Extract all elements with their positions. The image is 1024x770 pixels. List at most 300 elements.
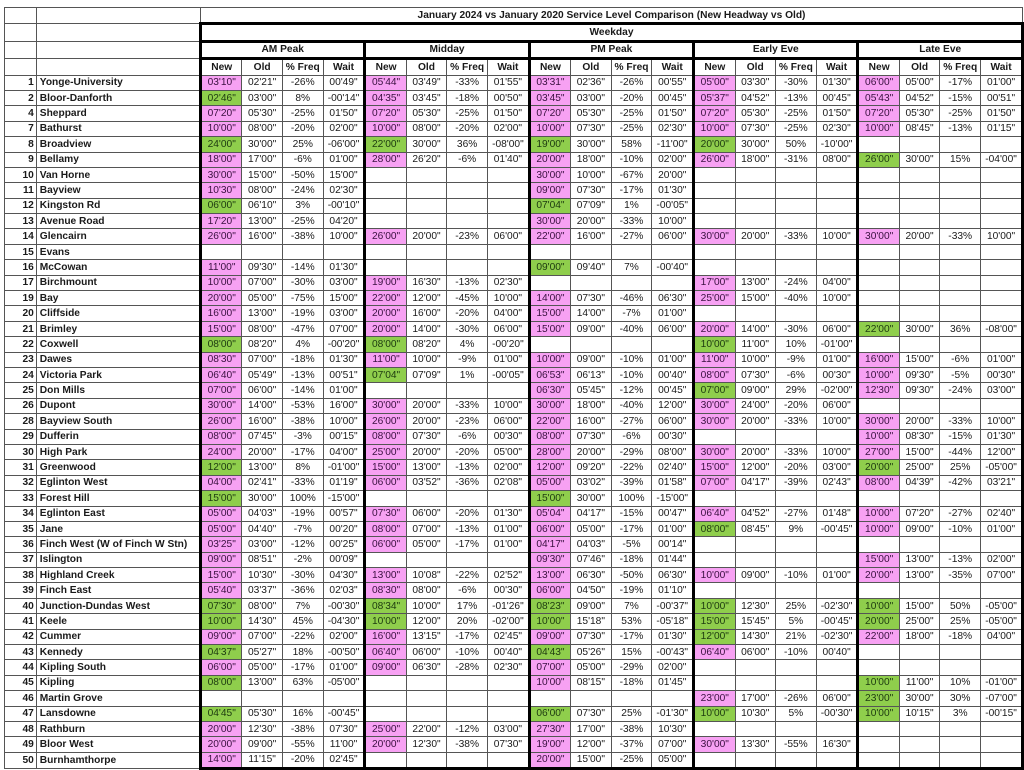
freq-change-cell[interactable]: -25% xyxy=(611,106,652,121)
wait-change-cell[interactable]: -11'00" xyxy=(652,137,694,152)
wait-change-cell[interactable]: 10'00" xyxy=(816,444,858,459)
wait-change-cell[interactable] xyxy=(488,260,530,275)
freq-change-cell[interactable]: 58% xyxy=(611,137,652,152)
new-headway-cell[interactable] xyxy=(365,214,406,229)
old-headway-cell[interactable]: 09'00" xyxy=(899,521,939,536)
wait-change-cell[interactable]: 00'45" xyxy=(652,383,694,398)
new-headway-cell[interactable]: 10'00" xyxy=(694,337,735,352)
freq-change-cell[interactable]: -27% xyxy=(611,229,652,244)
wait-change-cell[interactable]: 15'00" xyxy=(323,291,365,306)
old-headway-cell[interactable]: 06'30" xyxy=(406,660,446,675)
freq-change-cell[interactable]: -20% xyxy=(775,398,816,413)
route-number[interactable]: 29 xyxy=(5,429,37,444)
freq-change-cell[interactable] xyxy=(775,198,816,213)
new-headway-cell[interactable]: 20'00" xyxy=(201,737,242,752)
freq-change-cell[interactable] xyxy=(611,244,652,259)
new-headway-cell[interactable]: 20'00" xyxy=(365,321,406,336)
old-headway-cell[interactable] xyxy=(899,167,939,182)
route-name[interactable]: Bellamy xyxy=(36,152,200,167)
new-headway-cell[interactable]: 10'00" xyxy=(694,706,735,721)
wait-change-cell[interactable]: 11'00" xyxy=(323,737,365,752)
route-number[interactable]: 42 xyxy=(5,629,37,644)
route-number[interactable]: 39 xyxy=(5,583,37,598)
route-name[interactable]: Brimley xyxy=(36,321,200,336)
old-headway-cell[interactable]: 03'30" xyxy=(735,75,775,90)
route-name[interactable]: Broadview xyxy=(36,137,200,152)
new-headway-cell[interactable] xyxy=(694,214,735,229)
freq-change-cell[interactable]: 8% xyxy=(282,90,323,105)
freq-change-cell[interactable] xyxy=(775,244,816,259)
new-headway-cell[interactable]: 30'00" xyxy=(365,398,406,413)
old-headway-cell[interactable] xyxy=(899,645,939,660)
old-headway-cell[interactable]: 16'00" xyxy=(242,229,282,244)
new-headway-cell[interactable]: 15'00" xyxy=(694,460,735,475)
old-headway-cell[interactable]: 04'39" xyxy=(899,475,939,490)
wait-change-cell[interactable]: 12'00" xyxy=(652,398,694,413)
wait-change-cell[interactable] xyxy=(816,183,858,198)
new-headway-cell[interactable]: 22'00" xyxy=(365,137,406,152)
freq-change-cell[interactable]: -26% xyxy=(282,75,323,90)
wait-change-cell[interactable]: 02'30" xyxy=(488,660,530,675)
new-headway-cell[interactable]: 08'00" xyxy=(694,521,735,536)
route-number[interactable]: 19 xyxy=(5,291,37,306)
old-headway-cell[interactable]: 03'37" xyxy=(242,583,282,598)
route-name[interactable]: Don Mills xyxy=(36,383,200,398)
new-headway-cell[interactable]: 10'00" xyxy=(529,121,570,136)
new-headway-cell[interactable]: 08'30" xyxy=(365,583,406,598)
route-number[interactable]: 45 xyxy=(5,675,37,690)
wait-change-cell[interactable]: 01'50" xyxy=(981,106,1023,121)
old-headway-cell[interactable] xyxy=(571,337,611,352)
old-headway-cell[interactable]: 07'09" xyxy=(406,367,446,382)
old-headway-cell[interactable]: 12'00" xyxy=(406,614,446,629)
new-headway-cell[interactable]: 10'30" xyxy=(201,183,242,198)
old-headway-cell[interactable]: 05'30" xyxy=(242,706,282,721)
new-headway-cell[interactable]: 07'00" xyxy=(694,383,735,398)
freq-change-cell[interactable]: -45% xyxy=(447,291,488,306)
wait-change-cell[interactable] xyxy=(981,537,1023,552)
wait-change-cell[interactable] xyxy=(981,198,1023,213)
freq-change-cell[interactable]: -25% xyxy=(775,106,816,121)
new-headway-cell[interactable]: 09'00" xyxy=(529,183,570,198)
freq-change-cell[interactable]: -15% xyxy=(940,90,981,105)
route-number[interactable]: 36 xyxy=(5,537,37,552)
old-headway-cell[interactable]: 08'00" xyxy=(406,583,446,598)
route-name[interactable]: Eglinton East xyxy=(36,506,200,521)
freq-change-cell[interactable] xyxy=(775,537,816,552)
old-headway-cell[interactable]: 30'00" xyxy=(735,137,775,152)
old-headway-cell[interactable]: 17'00" xyxy=(735,691,775,706)
old-headway-cell[interactable]: 16'00" xyxy=(571,229,611,244)
wait-change-cell[interactable]: 10'00" xyxy=(652,214,694,229)
route-name[interactable]: Coxwell xyxy=(36,337,200,352)
freq-change-cell[interactable]: -5% xyxy=(611,537,652,552)
old-headway-cell[interactable]: 08'51" xyxy=(242,552,282,567)
old-headway-cell[interactable]: 14'30" xyxy=(242,614,282,629)
freq-change-cell[interactable]: 30% xyxy=(940,691,981,706)
freq-change-cell[interactable]: -33% xyxy=(940,414,981,429)
wait-change-cell[interactable]: 00'51" xyxy=(323,367,365,382)
old-headway-cell[interactable]: 11'15" xyxy=(242,752,282,768)
route-name[interactable]: Forest Hill xyxy=(36,491,200,506)
new-headway-cell[interactable] xyxy=(529,691,570,706)
route-name[interactable]: Bloor West xyxy=(36,737,200,752)
freq-change-cell[interactable]: 25% xyxy=(282,137,323,152)
route-number[interactable]: 30 xyxy=(5,444,37,459)
wait-change-cell[interactable] xyxy=(981,337,1023,352)
route-name[interactable]: Birchmount xyxy=(36,275,200,290)
new-headway-cell[interactable]: 10'00" xyxy=(201,275,242,290)
new-headway-cell[interactable] xyxy=(365,260,406,275)
wait-change-cell[interactable]: -01'00" xyxy=(981,675,1023,690)
freq-change-cell[interactable] xyxy=(775,214,816,229)
wait-change-cell[interactable]: -06'00" xyxy=(323,137,365,152)
old-headway-cell[interactable]: 30'00" xyxy=(899,152,939,167)
new-headway-cell[interactable]: 23'00" xyxy=(858,691,899,706)
new-headway-cell[interactable]: 07'20" xyxy=(365,106,406,121)
old-headway-cell[interactable]: 30'00" xyxy=(406,137,446,152)
old-headway-cell[interactable]: 14'00" xyxy=(735,321,775,336)
wait-change-cell[interactable] xyxy=(488,198,530,213)
freq-change-cell[interactable]: -33% xyxy=(447,398,488,413)
freq-change-cell[interactable]: 21% xyxy=(775,629,816,644)
freq-change-cell[interactable]: -30% xyxy=(282,568,323,583)
freq-change-cell[interactable]: -17% xyxy=(611,521,652,536)
wait-change-cell[interactable]: 02'43" xyxy=(816,475,858,490)
route-name[interactable]: Victoria Park xyxy=(36,367,200,382)
freq-change-cell[interactable]: -9% xyxy=(447,352,488,367)
old-headway-cell[interactable] xyxy=(735,214,775,229)
new-headway-cell[interactable]: 26'00" xyxy=(201,229,242,244)
new-headway-cell[interactable]: 13'00" xyxy=(529,568,570,583)
wait-change-cell[interactable]: 00'55" xyxy=(652,75,694,90)
freq-change-cell[interactable]: 100% xyxy=(611,491,652,506)
route-name[interactable]: Keele xyxy=(36,614,200,629)
old-headway-cell[interactable] xyxy=(406,244,446,259)
new-headway-cell[interactable]: 05'00" xyxy=(694,75,735,90)
freq-change-cell[interactable]: 7% xyxy=(611,598,652,613)
wait-change-cell[interactable]: -01'00" xyxy=(816,337,858,352)
freq-change-cell[interactable]: -39% xyxy=(775,475,816,490)
new-headway-cell[interactable]: 07'20" xyxy=(201,106,242,121)
new-headway-cell[interactable]: 05'44" xyxy=(365,75,406,90)
wait-change-cell[interactable]: -08'00" xyxy=(981,321,1023,336)
wait-change-cell[interactable]: 00'57" xyxy=(323,506,365,521)
new-headway-cell[interactable]: 04'35" xyxy=(365,90,406,105)
new-headway-cell[interactable]: 10'00" xyxy=(858,367,899,382)
freq-change-cell[interactable]: -19% xyxy=(611,583,652,598)
old-headway-cell[interactable]: 02'21" xyxy=(242,75,282,90)
new-headway-cell[interactable]: 30'00" xyxy=(694,229,735,244)
new-headway-cell[interactable]: 09'00" xyxy=(201,552,242,567)
freq-change-cell[interactable] xyxy=(940,198,981,213)
wait-change-cell[interactable]: 06'00" xyxy=(488,229,530,244)
old-headway-cell[interactable]: 07'30" xyxy=(571,629,611,644)
new-headway-cell[interactable]: 30'00" xyxy=(529,214,570,229)
new-headway-cell[interactable] xyxy=(858,306,899,321)
new-headway-cell[interactable]: 09'30" xyxy=(529,552,570,567)
wait-change-cell[interactable] xyxy=(816,721,858,736)
old-headway-cell[interactable] xyxy=(406,752,446,768)
wait-change-cell[interactable]: 01'00" xyxy=(652,521,694,536)
new-headway-cell[interactable] xyxy=(694,583,735,598)
old-headway-cell[interactable]: 25'00" xyxy=(899,614,939,629)
new-headway-cell[interactable] xyxy=(694,429,735,444)
freq-change-cell[interactable]: -75% xyxy=(282,291,323,306)
freq-change-cell[interactable]: 50% xyxy=(775,137,816,152)
wait-change-cell[interactable]: 02'40" xyxy=(652,460,694,475)
wait-change-cell[interactable]: 16'30" xyxy=(816,737,858,752)
route-name[interactable]: Bathurst xyxy=(36,121,200,136)
new-headway-cell[interactable]: 30'00" xyxy=(201,167,242,182)
freq-change-cell[interactable]: -13% xyxy=(940,121,981,136)
freq-change-cell[interactable]: 15% xyxy=(940,152,981,167)
old-headway-cell[interactable] xyxy=(899,491,939,506)
old-headway-cell[interactable]: 09'40" xyxy=(571,260,611,275)
wait-change-cell[interactable]: 01'00" xyxy=(652,306,694,321)
old-headway-cell[interactable]: 09'00" xyxy=(242,737,282,752)
freq-change-cell[interactable] xyxy=(940,137,981,152)
freq-change-cell[interactable]: 16% xyxy=(282,706,323,721)
new-headway-cell[interactable]: 10'00" xyxy=(529,614,570,629)
wait-change-cell[interactable]: 01'30" xyxy=(652,183,694,198)
wait-change-cell[interactable]: -00'14" xyxy=(323,90,365,105)
route-name[interactable]: Dawes xyxy=(36,352,200,367)
freq-change-cell[interactable]: 1% xyxy=(611,198,652,213)
freq-change-cell[interactable]: -17% xyxy=(282,660,323,675)
new-headway-cell[interactable] xyxy=(365,752,406,768)
old-headway-cell[interactable]: 17'00" xyxy=(571,721,611,736)
wait-change-cell[interactable]: 00'30" xyxy=(488,429,530,444)
old-headway-cell[interactable] xyxy=(735,660,775,675)
new-headway-cell[interactable]: 15'00" xyxy=(529,306,570,321)
new-headway-cell[interactable] xyxy=(858,214,899,229)
wait-change-cell[interactable]: 06'00" xyxy=(652,321,694,336)
new-headway-cell[interactable] xyxy=(365,675,406,690)
wait-change-cell[interactable]: 00'14" xyxy=(652,537,694,552)
freq-change-cell[interactable] xyxy=(447,552,488,567)
old-headway-cell[interactable]: 03'52" xyxy=(406,475,446,490)
new-headway-cell[interactable]: 23'00" xyxy=(694,691,735,706)
new-headway-cell[interactable]: 20'00" xyxy=(694,137,735,152)
old-headway-cell[interactable]: 05'00" xyxy=(571,521,611,536)
freq-change-cell[interactable]: -24% xyxy=(775,275,816,290)
freq-change-cell[interactable] xyxy=(775,429,816,444)
old-headway-cell[interactable]: 09'00" xyxy=(571,598,611,613)
wait-change-cell[interactable]: 10'00" xyxy=(981,229,1023,244)
wait-change-cell[interactable]: 10'00" xyxy=(816,414,858,429)
new-headway-cell[interactable]: 20'00" xyxy=(529,152,570,167)
wait-change-cell[interactable] xyxy=(816,244,858,259)
route-number[interactable]: 12 xyxy=(5,198,37,213)
route-name[interactable]: Dufferin xyxy=(36,429,200,444)
wait-change-cell[interactable] xyxy=(816,260,858,275)
new-headway-cell[interactable]: 30'00" xyxy=(858,229,899,244)
old-headway-cell[interactable]: 15'00" xyxy=(242,167,282,182)
route-number[interactable]: 26 xyxy=(5,398,37,413)
new-headway-cell[interactable]: 30'00" xyxy=(694,737,735,752)
old-headway-cell[interactable] xyxy=(571,244,611,259)
freq-change-cell[interactable] xyxy=(447,675,488,690)
wait-change-cell[interactable]: 02'03" xyxy=(323,583,365,598)
old-headway-cell[interactable]: 30'00" xyxy=(899,321,939,336)
freq-change-cell[interactable] xyxy=(940,398,981,413)
wait-change-cell[interactable] xyxy=(816,214,858,229)
freq-change-cell[interactable]: -18% xyxy=(611,552,652,567)
old-headway-cell[interactable]: 10'30" xyxy=(242,568,282,583)
wait-change-cell[interactable]: 02'00" xyxy=(652,152,694,167)
new-headway-cell[interactable]: 07'04" xyxy=(365,367,406,382)
new-headway-cell[interactable]: 11'00" xyxy=(694,352,735,367)
wait-change-cell[interactable]: 02'00" xyxy=(488,460,530,475)
old-headway-cell[interactable]: 16'30" xyxy=(406,275,446,290)
wait-change-cell[interactable]: 01'15" xyxy=(981,121,1023,136)
new-headway-cell[interactable]: 10'00" xyxy=(858,429,899,444)
freq-change-cell[interactable]: -13% xyxy=(447,521,488,536)
new-headway-cell[interactable]: 06'40" xyxy=(365,645,406,660)
route-number[interactable]: 25 xyxy=(5,383,37,398)
route-number[interactable]: 38 xyxy=(5,568,37,583)
route-name[interactable]: Bayview xyxy=(36,183,200,198)
freq-change-cell[interactable] xyxy=(611,275,652,290)
freq-change-cell[interactable]: -17% xyxy=(611,183,652,198)
old-headway-cell[interactable]: 30'00" xyxy=(242,137,282,152)
new-headway-cell[interactable] xyxy=(858,537,899,552)
wait-change-cell[interactable]: 01'00" xyxy=(981,521,1023,536)
old-headway-cell[interactable]: 14'00" xyxy=(242,398,282,413)
freq-change-cell[interactable] xyxy=(775,752,816,768)
route-number[interactable]: 7 xyxy=(5,121,37,136)
freq-change-cell[interactable]: 36% xyxy=(447,137,488,152)
new-headway-cell[interactable] xyxy=(365,552,406,567)
route-name[interactable]: Finch East xyxy=(36,583,200,598)
wait-change-cell[interactable]: 03'00" xyxy=(323,275,365,290)
new-headway-cell[interactable] xyxy=(365,198,406,213)
old-headway-cell[interactable] xyxy=(735,244,775,259)
wait-change-cell[interactable]: 01'55" xyxy=(488,75,530,90)
old-headway-cell[interactable]: 03'00" xyxy=(571,90,611,105)
old-headway-cell[interactable]: 08'45" xyxy=(899,121,939,136)
old-headway-cell[interactable]: 06'00" xyxy=(735,645,775,660)
new-headway-cell[interactable]: 07'30" xyxy=(365,506,406,521)
old-headway-cell[interactable]: 10'30" xyxy=(735,706,775,721)
wait-change-cell[interactable]: -00'15" xyxy=(981,706,1023,721)
freq-change-cell[interactable]: -7% xyxy=(282,521,323,536)
new-headway-cell[interactable] xyxy=(694,660,735,675)
freq-change-cell[interactable]: -10% xyxy=(447,645,488,660)
freq-change-cell[interactable]: 10% xyxy=(775,337,816,352)
wait-change-cell[interactable] xyxy=(652,691,694,706)
route-number[interactable]: 1 xyxy=(5,75,37,90)
old-headway-cell[interactable]: 14'00" xyxy=(406,321,446,336)
freq-change-cell[interactable]: -53% xyxy=(282,398,323,413)
old-headway-cell[interactable]: 09'00" xyxy=(735,383,775,398)
route-number[interactable]: 15 xyxy=(5,244,37,259)
wait-change-cell[interactable]: 00'40" xyxy=(488,645,530,660)
old-headway-cell[interactable]: 13'00" xyxy=(242,460,282,475)
old-headway-cell[interactable] xyxy=(899,306,939,321)
old-headway-cell[interactable] xyxy=(899,721,939,736)
freq-change-cell[interactable]: -12% xyxy=(611,383,652,398)
new-headway-cell[interactable]: 08'00" xyxy=(201,429,242,444)
new-headway-cell[interactable] xyxy=(858,275,899,290)
freq-change-cell[interactable]: -33% xyxy=(282,475,323,490)
new-headway-cell[interactable]: 20'00" xyxy=(201,721,242,736)
old-headway-cell[interactable]: 05'30" xyxy=(406,106,446,121)
new-headway-cell[interactable]: 08'00" xyxy=(201,675,242,690)
route-name[interactable]: Kingston Rd xyxy=(36,198,200,213)
freq-change-cell[interactable]: -19% xyxy=(282,506,323,521)
freq-change-cell[interactable]: -26% xyxy=(775,691,816,706)
wait-change-cell[interactable]: 04'30" xyxy=(323,568,365,583)
old-headway-cell[interactable] xyxy=(406,167,446,182)
freq-change-cell[interactable]: -12% xyxy=(447,721,488,736)
freq-change-cell[interactable]: -46% xyxy=(611,291,652,306)
freq-change-cell[interactable]: -24% xyxy=(940,383,981,398)
new-headway-cell[interactable]: 10'00" xyxy=(365,121,406,136)
freq-change-cell[interactable] xyxy=(282,244,323,259)
wait-change-cell[interactable]: -04'30" xyxy=(323,614,365,629)
freq-change-cell[interactable]: 9% xyxy=(775,521,816,536)
route-name[interactable]: High Park xyxy=(36,444,200,459)
wait-change-cell[interactable]: 05'00" xyxy=(488,444,530,459)
route-number[interactable]: 14 xyxy=(5,229,37,244)
freq-change-cell[interactable] xyxy=(447,198,488,213)
wait-change-cell[interactable]: 00'30" xyxy=(981,367,1023,382)
freq-change-cell[interactable]: -38% xyxy=(282,229,323,244)
wait-change-cell[interactable]: -05'00" xyxy=(981,460,1023,475)
wait-change-cell[interactable] xyxy=(816,198,858,213)
old-headway-cell[interactable]: 06'30" xyxy=(571,568,611,583)
wait-change-cell[interactable]: 03'21" xyxy=(981,475,1023,490)
route-number[interactable]: 31 xyxy=(5,460,37,475)
old-headway-cell[interactable]: 13'00" xyxy=(899,568,939,583)
new-headway-cell[interactable] xyxy=(365,691,406,706)
route-name[interactable]: Bayview South xyxy=(36,414,200,429)
freq-change-cell[interactable] xyxy=(940,491,981,506)
new-headway-cell[interactable] xyxy=(858,337,899,352)
wait-change-cell[interactable] xyxy=(816,583,858,598)
old-headway-cell[interactable]: 15'18" xyxy=(571,614,611,629)
new-headway-cell[interactable]: 27'30" xyxy=(529,721,570,736)
new-headway-cell[interactable]: 09'00" xyxy=(529,260,570,275)
old-headway-cell[interactable]: 17'00" xyxy=(242,152,282,167)
freq-change-cell[interactable]: -13% xyxy=(447,460,488,475)
wait-change-cell[interactable]: 01'30" xyxy=(816,75,858,90)
route-name[interactable]: Islington xyxy=(36,552,200,567)
freq-change-cell[interactable] xyxy=(775,721,816,736)
new-headway-cell[interactable]: 04'00" xyxy=(201,475,242,490)
old-headway-cell[interactable]: 04'03" xyxy=(242,506,282,521)
wait-change-cell[interactable]: -00'20" xyxy=(323,337,365,352)
new-headway-cell[interactable]: 20'00" xyxy=(858,460,899,475)
freq-change-cell[interactable]: -38% xyxy=(282,414,323,429)
freq-change-cell[interactable] xyxy=(940,214,981,229)
old-headway-cell[interactable] xyxy=(735,183,775,198)
wait-change-cell[interactable]: 01'19" xyxy=(323,475,365,490)
new-headway-cell[interactable]: 20'00" xyxy=(201,291,242,306)
old-headway-cell[interactable] xyxy=(571,691,611,706)
old-headway-cell[interactable] xyxy=(242,691,282,706)
wait-change-cell[interactable] xyxy=(488,383,530,398)
new-headway-cell[interactable]: 09'00" xyxy=(365,660,406,675)
new-headway-cell[interactable]: 16'00" xyxy=(858,352,899,367)
wait-change-cell[interactable] xyxy=(981,721,1023,736)
route-number[interactable]: 48 xyxy=(5,721,37,736)
freq-change-cell[interactable] xyxy=(775,260,816,275)
new-headway-cell[interactable]: 09'00" xyxy=(201,629,242,644)
new-headway-cell[interactable]: 20'00" xyxy=(694,321,735,336)
